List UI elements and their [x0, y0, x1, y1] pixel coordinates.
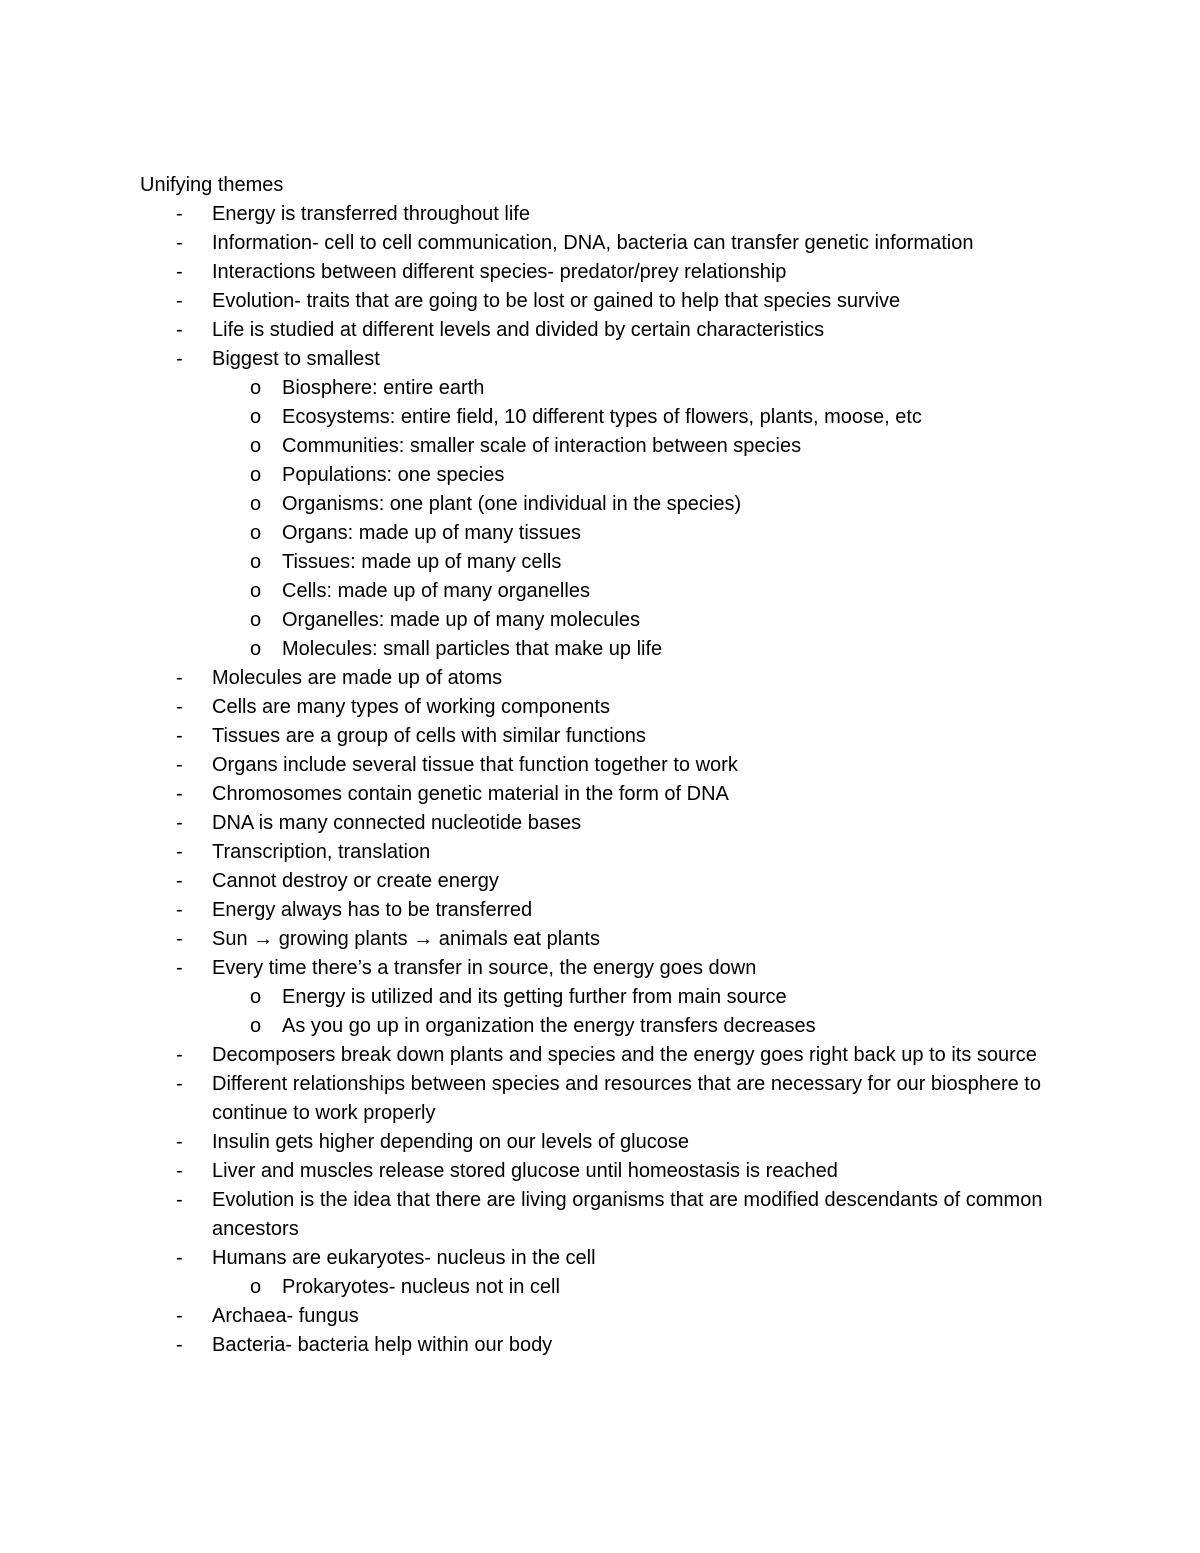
list-item [140, 722, 1060, 751]
dash-bullet-icon: - [176, 261, 183, 283]
list-item-text: Information- cell to cell communication, DNA, bacteria can transfer genetic information [212, 232, 974, 254]
dash-bullet-icon: - [176, 928, 183, 950]
list-item-text: Molecules: small particles that make up life [282, 638, 663, 660]
list-item-text: Populations: one species [282, 464, 505, 486]
list-item [140, 751, 1060, 780]
list-item-text: Decomposers break down plants and species and the energy goes right back up to its source [212, 1044, 1037, 1066]
list-item-text: Evolution is the idea that there are living organisms that are modified descendants of common ancestors [212, 1189, 1043, 1240]
list-item [140, 1302, 1060, 1331]
list-item-text: Biosphere: entire earth [282, 377, 485, 399]
circle-bullet-icon: o [250, 377, 262, 399]
dash-bullet-icon: - [176, 870, 183, 892]
sub-list-item [140, 403, 1060, 432]
list-item [140, 838, 1060, 867]
circle-bullet-icon: o [250, 1276, 262, 1298]
circle-bullet-icon: o [250, 493, 262, 515]
list-item-text: Tissues are a group of cells with similar functions [212, 725, 646, 747]
sub-list-item [140, 490, 1060, 519]
page-title: Unifying themes [140, 174, 284, 196]
dash-bullet-icon: - [176, 1334, 183, 1356]
sub-list-item [140, 635, 1060, 664]
sub-list-item [140, 1273, 1060, 1302]
circle-bullet-icon: o [250, 1015, 262, 1037]
list-item-text: Life is studied at different levels and divided by certain characteristics [212, 319, 825, 341]
sub-list-item [140, 461, 1060, 490]
sub-list-item [140, 983, 1060, 1012]
dash-bullet-icon: - [176, 841, 183, 863]
list-item-text: Energy is transferred throughout life [212, 203, 530, 225]
circle-bullet-icon: o [250, 522, 262, 544]
list-item [140, 200, 1060, 229]
sub-list-item [140, 432, 1060, 461]
list-item-text: Cannot destroy or create energy [212, 870, 499, 892]
circle-bullet-icon: o [250, 464, 262, 486]
list-item [140, 1070, 1060, 1128]
sub-list-item [140, 1012, 1060, 1041]
list-item [140, 693, 1060, 722]
circle-bullet-icon: o [250, 551, 262, 573]
dash-bullet-icon: - [176, 290, 183, 312]
dash-bullet-icon: - [176, 783, 183, 805]
dash-bullet-icon: - [176, 232, 183, 254]
list-item-text: Evolution- traits that are going to be lost or gained to help that species survive [212, 290, 901, 312]
dash-bullet-icon: - [176, 725, 183, 747]
circle-bullet-icon: o [250, 609, 262, 631]
list-item-text: Cells are many types of working components [212, 696, 610, 718]
list-item-text: Cells: made up of many organelles [282, 580, 590, 602]
dash-bullet-icon: - [176, 1189, 183, 1211]
list-item-text: Tissues: made up of many cells [282, 551, 562, 573]
dash-bullet-icon: - [176, 696, 183, 718]
list-item [140, 316, 1060, 345]
list-item [140, 780, 1060, 809]
circle-bullet-icon: o [250, 580, 262, 602]
dash-bullet-icon: - [176, 1073, 183, 1095]
list-item-text: As you go up in organization the energy transfers decreases [282, 1015, 816, 1037]
list-item-text: Bacteria- bacteria help within our body [212, 1334, 553, 1356]
sub-list-item [140, 374, 1060, 403]
list-item [140, 1041, 1060, 1070]
dash-bullet-icon: - [176, 319, 183, 341]
list-item [140, 664, 1060, 693]
dash-bullet-icon: - [176, 899, 183, 921]
document-body [140, 171, 1060, 1360]
dash-bullet-icon: - [176, 1044, 183, 1066]
list-item-text: Transcription, translation [212, 841, 431, 863]
list-item [140, 258, 1060, 287]
list-item-text: Energy is utilized and its getting further from main source [282, 986, 787, 1008]
sub-list-item [140, 548, 1060, 577]
list-item [140, 954, 1060, 983]
list-item [140, 896, 1060, 925]
list-item [140, 809, 1060, 838]
dash-bullet-icon: - [176, 1160, 183, 1182]
list-item [140, 1244, 1060, 1273]
list-item-text: Organs include several tissue that function together to work [212, 754, 738, 776]
circle-bullet-icon: o [250, 986, 262, 1008]
list-item [140, 345, 1060, 374]
bullet-list [140, 200, 1060, 1360]
list-item [140, 1331, 1060, 1360]
list-item-text: Ecosystems: entire field, 10 different types of flowers, plants, moose, etc [282, 406, 922, 428]
list-item-text: Communities: smaller scale of interaction between species [282, 435, 802, 457]
list-item-text: Molecules are made up of atoms [212, 667, 503, 689]
list-item-text: Prokaryotes- nucleus not in cell [282, 1276, 560, 1298]
list-item-text: Sun → growing plants → animals eat plants [212, 928, 600, 950]
dash-bullet-icon: - [176, 1305, 183, 1327]
list-item [140, 867, 1060, 896]
sub-list-item [140, 606, 1060, 635]
list-item-text: Organisms: one plant (one individual in the species) [282, 493, 742, 515]
list-item-text: Archaea- fungus [212, 1305, 359, 1327]
dash-bullet-icon: - [176, 754, 183, 776]
dash-bullet-icon: - [176, 667, 183, 689]
dash-bullet-icon: - [176, 957, 183, 979]
list-item [140, 229, 1060, 258]
list-item-text: Organelles: made up of many molecules [282, 609, 640, 631]
list-item-text: Different relationships between species and resources that are necessary for our biosphere to continue to work properly [212, 1073, 1041, 1124]
sub-list-item [140, 577, 1060, 606]
dash-bullet-icon: - [176, 1131, 183, 1153]
list-item-text: Energy always has to be transferred [212, 899, 533, 921]
list-item-text: Liver and muscles release stored glucose until homeostasis is reached [212, 1160, 838, 1182]
list-item [140, 1186, 1060, 1244]
list-item [140, 1128, 1060, 1157]
list-item-text: Chromosomes contain genetic material in the form of DNA [212, 783, 729, 805]
list-item-text: DNA is many connected nucleotide bases [212, 812, 582, 834]
list-item [140, 925, 1060, 954]
dash-bullet-icon: - [176, 348, 183, 370]
dash-bullet-icon: - [176, 1247, 183, 1269]
list-item-text: Biggest to smallest [212, 348, 380, 370]
dash-bullet-icon: - [176, 203, 183, 225]
circle-bullet-icon: o [250, 638, 262, 660]
list-item-text: Insulin gets higher depending on our levels of glucose [212, 1131, 689, 1153]
list-item-text: Interactions between different species- predator/prey relationship [212, 261, 787, 283]
circle-bullet-icon: o [250, 406, 262, 428]
list-item-text: Humans are eukaryotes- nucleus in the cell [212, 1247, 596, 1269]
circle-bullet-icon: o [250, 435, 262, 457]
sub-list-item [140, 519, 1060, 548]
list-item-text: Organs: made up of many tissues [282, 522, 582, 544]
dash-bullet-icon: - [176, 812, 183, 834]
list-item-text: Every time there’s a transfer in source, the energy goes down [212, 957, 757, 979]
list-item [140, 287, 1060, 316]
list-item [140, 1157, 1060, 1186]
